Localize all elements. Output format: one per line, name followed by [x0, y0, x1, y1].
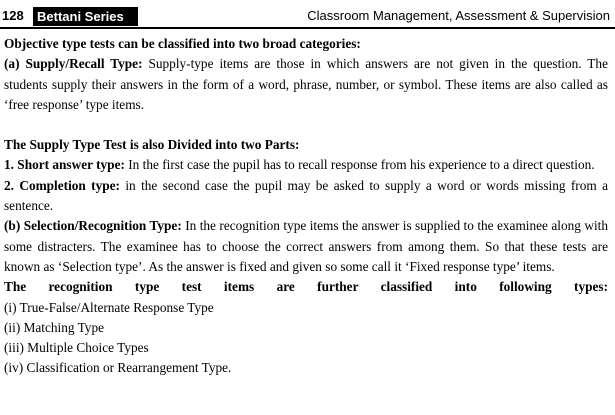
- supply-parts-heading: The Supply Type Test is also Divided into two Parts:: [4, 137, 300, 153]
- list-item: (i) True-False/Alternate Response Type: [4, 299, 214, 315]
- paragraph-gap: [4, 115, 608, 135]
- recognition-heading: The recognition type test items are further classified into following types:: [4, 279, 608, 295]
- completion-paragraph: [4, 176, 608, 217]
- list-item: (iv) Classification or Rearrangement Type.: [4, 360, 232, 376]
- supply-label: (a) Supply/Recall Type:: [4, 56, 143, 72]
- selection-text: In the recognition type items the answer is supplied to the examinee along with some distracters. The examinee has to choose the correct answers from among them. So that these tests are known as ‘Selection type’. As the answer is fixed and given so some call it ‘Fixed response type’ items.: [4, 218, 609, 274]
- completion-text: in the second case the pupil may be asked to supply a word or words missing from a sentence.: [4, 177, 608, 214]
- series-label: Bettani Series: [33, 7, 138, 26]
- intro-paragraph: Objective type tests can be classified into two broad categories:: [4, 36, 361, 51]
- selection-paragraph: [4, 216, 608, 277]
- header-rule: [0, 27, 615, 29]
- selection-label: (b) Selection/Recognition Type:: [4, 218, 182, 234]
- completion-label: 2. Completion type:: [4, 177, 120, 193]
- page-number: 128: [2, 8, 24, 23]
- document-body: [4, 34, 608, 379]
- short-answer-text: In the first case the pupil has to recall response from his experience to a direct question.: [124, 157, 595, 173]
- list-item: (iii) Multiple Choice Types: [4, 340, 149, 356]
- page-header: [0, 6, 615, 28]
- short-answer-paragraph: [4, 155, 608, 175]
- supply-paragraph: [4, 54, 608, 115]
- short-answer-label: 1. Short answer type:: [4, 157, 125, 173]
- supply-text: Supply-type items are those in which answers are not given in the question. The students supply their answers in the form of a word, phrase, number, or symbol. These items are also called as ‘free response’ type items.: [4, 56, 608, 112]
- list-item: (ii) Matching Type: [4, 319, 105, 335]
- header-title: Classroom Management, Assessment & Supervision: [307, 8, 610, 23]
